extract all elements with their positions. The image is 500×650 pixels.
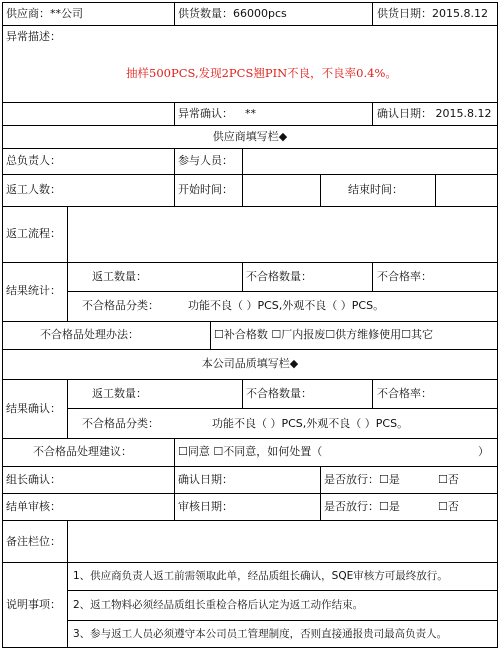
release-yes-1: 是否放行：☐是 bbox=[324, 473, 400, 486]
grid-line bbox=[210, 321, 211, 350]
grid-line bbox=[2, 647, 498, 648]
leader-confirm-date-label: 确认日期： bbox=[178, 473, 233, 486]
company-defect-class-label: 不合格品分类： bbox=[82, 417, 159, 430]
person-in-charge-label: 总负责人： bbox=[6, 154, 61, 167]
grid-line bbox=[2, 174, 498, 175]
grid-line bbox=[174, 2, 175, 26]
grid-line bbox=[2, 2, 3, 648]
suggestion-close-paren: ） bbox=[478, 445, 489, 458]
grid-line bbox=[2, 349, 498, 350]
abnormal-confirm-date: 确认日期： 2015.8.12 bbox=[377, 107, 492, 120]
review-date-label: 审核日期： bbox=[178, 500, 233, 513]
grid-line bbox=[320, 174, 321, 207]
rework-qty-label: 返工数量： bbox=[92, 270, 147, 283]
company-defect-rate-label: 不合格率： bbox=[377, 387, 432, 400]
grid-line bbox=[2, 2, 498, 3]
rework-count-label: 返工人数： bbox=[6, 183, 61, 196]
abnormal-confirm-label: 异常确认： bbox=[178, 107, 233, 120]
grid-line bbox=[2, 25, 498, 26]
grid-line bbox=[320, 466, 321, 521]
notes-label: 说明事项： bbox=[6, 598, 61, 611]
supplier-name: 供应商：**公司 bbox=[6, 7, 83, 20]
closure-review-label: 结单审核： bbox=[6, 500, 61, 513]
grid-line bbox=[2, 562, 498, 563]
company-defect-class-detail: 功能不良（ ）PCS,外观不良（ ）PCS。 bbox=[212, 417, 409, 430]
grid-line bbox=[2, 262, 498, 263]
grid-line bbox=[2, 379, 498, 380]
participants-label: 参与人员： bbox=[178, 154, 233, 167]
suggestion-label: 不合格品处理建议： bbox=[33, 445, 132, 458]
note-item: 2、返工物料必须经品质组长重检合格后认定为返工动作结束。 bbox=[73, 599, 364, 611]
result-stats-label: 结果统计： bbox=[6, 284, 61, 297]
grid-line bbox=[67, 206, 68, 322]
supply-date: 供货日期：2015.8.12 bbox=[377, 7, 488, 20]
release-no-1: ☐否 bbox=[438, 473, 459, 486]
grid-line bbox=[67, 520, 68, 563]
note-item: 1、供应商负责人返工前需领取此单，经品质组长确认，SQE审核方可最终放行。 bbox=[73, 570, 448, 582]
leader-confirm-label: 组长确认： bbox=[6, 473, 61, 486]
grid-line bbox=[67, 562, 68, 648]
company-section-title: 本公司品质填写栏◆ bbox=[201, 357, 299, 370]
grid-line bbox=[242, 148, 243, 207]
grid-line bbox=[2, 102, 498, 103]
grid-line bbox=[2, 438, 498, 439]
supplier-section-title: 供应商填写栏◆ bbox=[212, 130, 288, 143]
grid-line bbox=[67, 408, 498, 409]
grid-line bbox=[2, 466, 498, 467]
grid-line bbox=[242, 262, 243, 292]
grid-line bbox=[435, 174, 436, 207]
grid-line bbox=[67, 379, 68, 439]
end-time-label: 结束时间： bbox=[348, 183, 403, 196]
grid-line bbox=[497, 2, 498, 648]
defect-class-detail: 功能不良（ ）PCS,外观不良（ ）PCS。 bbox=[188, 299, 385, 312]
abnormal-desc-text: 抽样500PCS,发现2PCS翘PIN不良，不良率0.4%。 bbox=[126, 66, 397, 80]
grid-line bbox=[2, 125, 498, 126]
grid-line bbox=[372, 262, 373, 292]
release-yes-2: 是否放行：☐是 bbox=[324, 500, 400, 513]
supply-quantity: 供货数量：66000pcs bbox=[178, 7, 287, 20]
grid-line bbox=[2, 206, 498, 207]
grid-line bbox=[174, 438, 175, 467]
note-item: 3、参与返工人员必须遵守本公司员工管理制度，否则直接通报贵司最高负责人。 bbox=[73, 628, 448, 640]
grid-line bbox=[372, 2, 373, 26]
grid-line bbox=[2, 493, 498, 494]
result-confirm-label: 结果确认： bbox=[6, 402, 61, 415]
grid-line bbox=[2, 321, 498, 322]
handling-options: ☐补合格数 ☐厂内报废☐供方维修使用☐其它 bbox=[214, 328, 433, 341]
defect-class-label: 不合格品分类： bbox=[82, 299, 159, 312]
abnormal-confirm-value: ** bbox=[245, 107, 256, 120]
grid-line bbox=[174, 102, 175, 126]
handling-label: 不合格品处理办法： bbox=[40, 328, 139, 341]
start-time-label: 开始时间： bbox=[178, 183, 233, 196]
remarks-label: 备注栏位： bbox=[6, 535, 61, 548]
grid-line bbox=[67, 590, 498, 591]
rework-flow-label: 返工流程： bbox=[6, 227, 61, 240]
release-no-2: ☐否 bbox=[438, 500, 459, 513]
defect-qty-label: 不合格数量： bbox=[246, 270, 312, 283]
grid-line bbox=[174, 148, 175, 207]
company-rework-qty-label: 返工数量： bbox=[92, 387, 147, 400]
grid-line bbox=[372, 102, 373, 126]
grid-line bbox=[67, 291, 498, 292]
suggestion-options: ☐同意 ☐不同意，如何处置（ bbox=[178, 445, 323, 458]
grid-line bbox=[242, 379, 243, 409]
grid-line bbox=[67, 620, 498, 621]
grid-line bbox=[2, 520, 498, 521]
company-defect-qty-label: 不合格数量： bbox=[246, 387, 312, 400]
defect-rate-label: 不合格率： bbox=[377, 270, 432, 283]
abnormal-desc-label: 异常描述： bbox=[6, 30, 61, 43]
grid-line bbox=[2, 148, 498, 149]
grid-line bbox=[174, 466, 175, 521]
grid-line bbox=[372, 379, 373, 409]
